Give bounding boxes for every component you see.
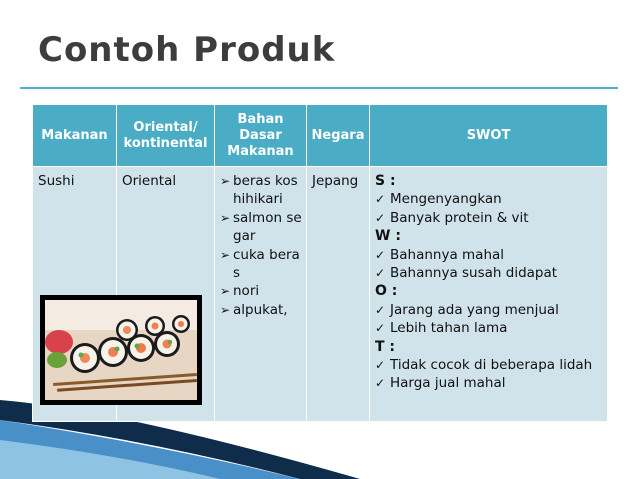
arrow-bullet-icon: ➢ (220, 210, 231, 225)
cell-negara: Jepang (307, 167, 370, 422)
arrow-bullet-icon: ➢ (220, 174, 231, 188)
swot-threat-label: T : (375, 338, 396, 355)
title-divider (20, 87, 618, 89)
swot-weakness-label: W : (375, 228, 401, 245)
list-item: ✓ Bahannya susah didapat (375, 265, 558, 282)
arrow-bullet-icon: ➢ (220, 302, 231, 317)
list-item: ✓ Harga jual mahal (375, 375, 506, 392)
swot-strength-list (375, 190, 603, 227)
sushi-photo-frame (40, 295, 202, 405)
cell-makanan: Sushi (33, 167, 117, 422)
list-item: ➢ beras koshihikari (220, 173, 298, 208)
cell-bahan (215, 167, 307, 422)
checkmark-icon: ✓ (375, 321, 386, 336)
checkmark-icon: ✓ (375, 266, 386, 281)
checkmark-icon: ✓ (375, 247, 386, 262)
header-swot: SWOT (370, 105, 608, 167)
arrow-bullet-icon: ➢ (220, 247, 231, 262)
checkmark-icon: ✓ (375, 192, 386, 207)
arrow-bullet-icon: ➢ (220, 284, 231, 299)
list-item: ✓ Banyak protein & vit (375, 209, 529, 226)
list-item: ➢ salmon segar (220, 209, 302, 245)
slide-title: Contoh Produk (38, 30, 336, 70)
swot-opportunity-list (375, 301, 603, 338)
header-oriental-kontinental: Oriental/ kontinental (117, 105, 215, 167)
bahan-list (220, 172, 302, 319)
list-item: ✓ Mengenyangkan (375, 191, 502, 208)
swot-weakness-list (375, 246, 603, 283)
header-bahan-dasar: Bahan Dasar Makanan (215, 105, 307, 167)
table-header-row (33, 105, 608, 167)
cell-swot (370, 167, 608, 422)
list-item: ➢ alpukat, (220, 301, 288, 318)
list-item: ➢ nori (220, 283, 260, 300)
list-item: ✓ Jarang ada yang menjual (375, 301, 559, 318)
swot-opportunity-label: O : (375, 283, 398, 300)
list-item: ➢ cuka beras (220, 246, 300, 282)
swot-threat-list (375, 356, 603, 393)
list-item: ✓ Tidak cocok di beberapa lidah (375, 357, 593, 374)
swot-strength-label: S : (375, 173, 396, 189)
cell-oriental: Oriental (117, 167, 215, 422)
checkmark-icon: ✓ (375, 210, 386, 225)
checkmark-icon: ✓ (375, 376, 386, 391)
header-makanan: Makanan (33, 105, 117, 167)
header-negara: Negara (307, 105, 370, 167)
list-item: ✓ Bahannya mahal (375, 246, 505, 263)
checkmark-icon: ✓ (375, 302, 386, 317)
sushi-photo (45, 300, 197, 400)
list-item: ✓ Lebih tahan lama (375, 320, 508, 337)
checkmark-icon: ✓ (375, 358, 386, 373)
